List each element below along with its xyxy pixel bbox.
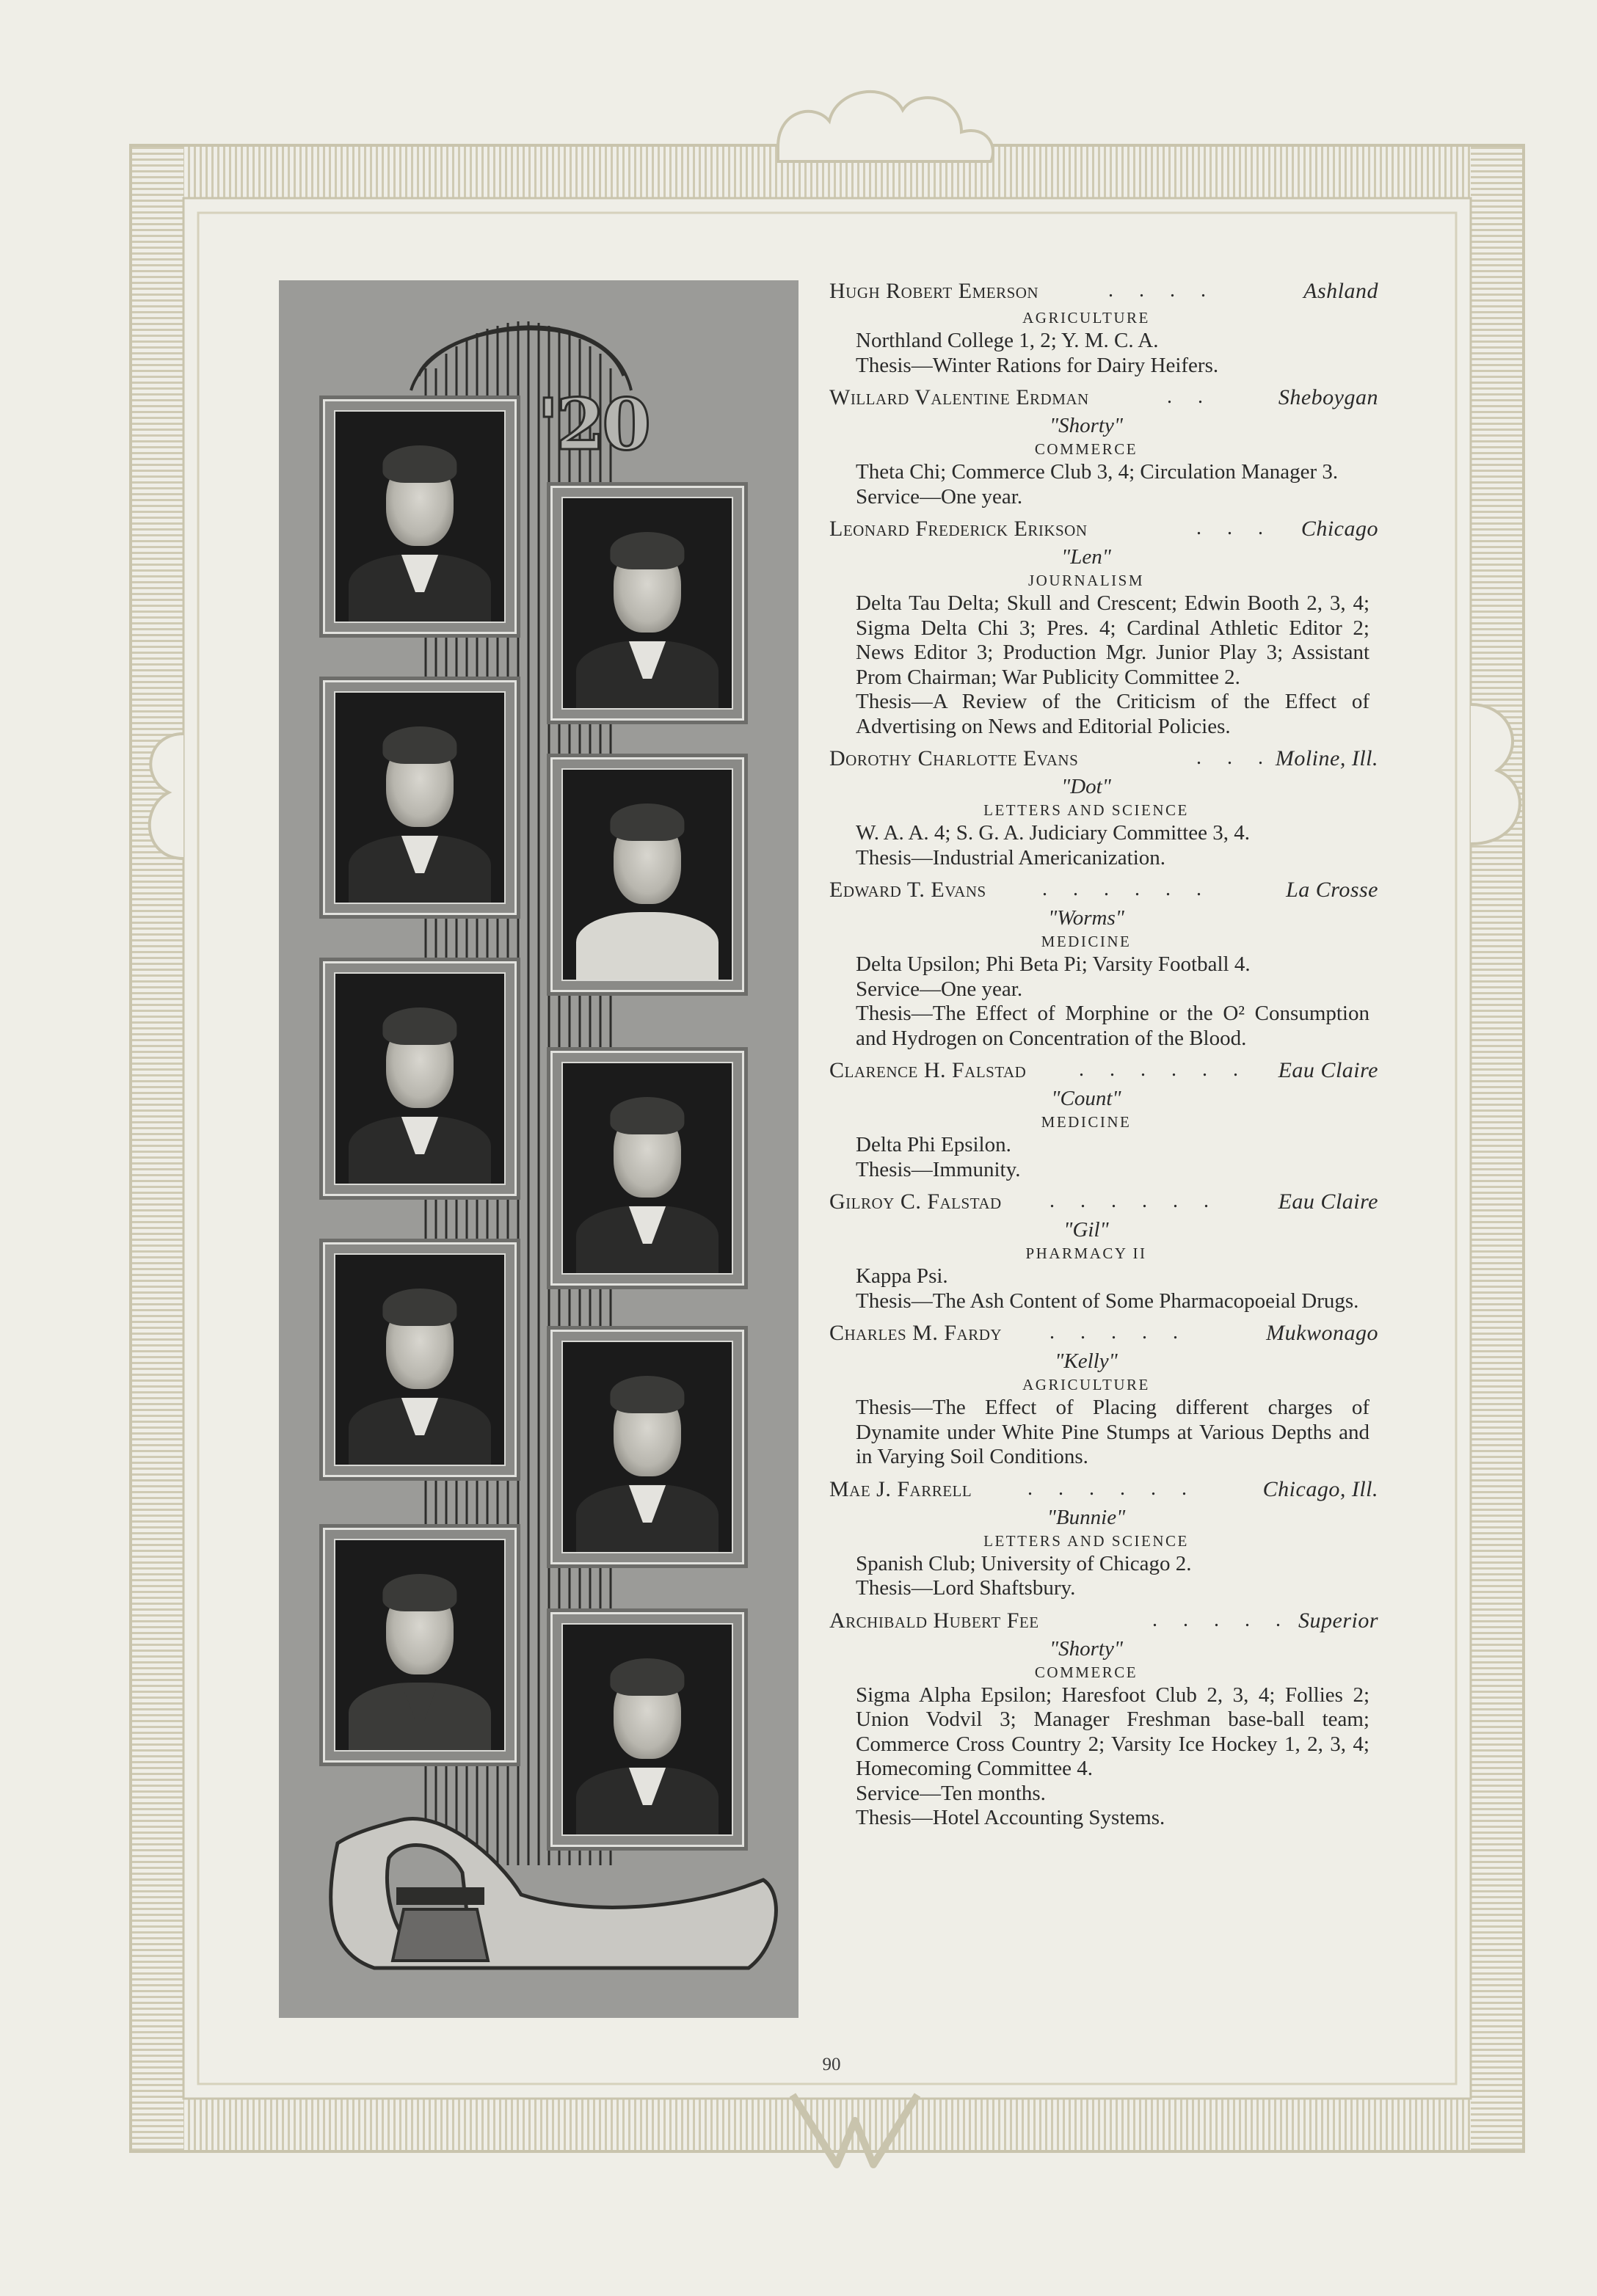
page-number: 90 — [822, 2055, 841, 2074]
nickname: "Bunnie" — [1047, 1505, 1126, 1529]
hometown: Chicago — [1300, 517, 1378, 541]
student-name: Leonard Frederick Erikson — [829, 517, 1088, 541]
portrait-clarence-falstad — [550, 1051, 744, 1286]
hometown: Chicago, Ill. — [1262, 1476, 1378, 1501]
activities: Theta Chi; Commerce Club 3, 4; Circulation Manager 3. Service—One year. — [856, 460, 1339, 509]
student-name: Archibald Hubert Fee — [829, 1608, 1039, 1633]
portrait-gilroy-falstad — [323, 1242, 517, 1477]
hometown: Superior — [1298, 1608, 1378, 1633]
entry-edward-evans: Edward T. Evans . . . . . . La Crosse "Worms" MEDICINE Delta Upsilon; Phi Beta Pi; Varsity Football 4. Service—One year. Thesis—The Effect of Morphine or the O² Consumption and Hydrogen on Concentration of the Blood. — [829, 878, 1387, 1051]
nickname: "Dot" — [1061, 775, 1111, 798]
activities: Northland College 1, 2; Y. M. C. A. Thesis—Winter Rations for Dairy Heifers. — [856, 329, 1219, 377]
department: PHARMACY II — [1025, 1244, 1147, 1262]
hometown: La Crosse — [1286, 878, 1378, 902]
student-name: Edward T. Evans — [829, 878, 986, 902]
department: LETTERS AND SCIENCE — [983, 1531, 1189, 1550]
department: AGRICULTURE — [1022, 1376, 1150, 1393]
entry-dorothy-evans: Dorothy Charlotte Evans . . . Moline, Ill. "Dot" LETTERS AND SCIENCE W. A. A. 4; S. G. A. Judiciary Committee 3, 4. Thesis—Industrial Americanization. — [829, 746, 1387, 870]
department: COMMERCE — [1034, 1663, 1138, 1681]
hometown: Mukwonago — [1266, 1321, 1378, 1345]
entry-charles-fardy: Charles M. Fardy . . . . . Mukwonago "Kelly" AGRICULTURE Thesis—The Effect of Placing different charges of Dynamite under White Pine Stumps at Various Depths and in Varying Soil Conditions. — [829, 1321, 1387, 1470]
activities: Delta Tau Delta; Skull and Crescent; Edwin Booth 2, 3, 4; Sigma Delta Chi 3; Pres. 4; Cardinal Athletic Editor 2; News Editor 3; Production Mgr. Junior Play 3; Assistant Prom Chairman; War Publicity Committee 2. Thesis—A Review of the Criticism of the Effect of Advertising on News and Editorial Policies. — [856, 591, 1369, 738]
entry-mae-farrell: Mae J. Farrell . . . . . . Chicago, Ill. "Bunnie" LETTERS AND SCIENCE Spanish Club; University of Chicago 2. Thesis—Lord Shaftsbury. — [829, 1477, 1387, 1601]
student-name: Gilroy C. Falstad — [829, 1189, 1002, 1214]
portrait-mae-farrell — [323, 1528, 517, 1763]
department: MEDICINE — [1041, 1113, 1132, 1131]
student-name: Charles M. Fardy — [829, 1321, 1003, 1345]
portrait-dorothy-evans — [550, 757, 744, 992]
hometown: Sheboygan — [1278, 385, 1378, 409]
student-name: Mae J. Farrell — [829, 1476, 972, 1501]
department: MEDICINE — [1041, 933, 1132, 950]
nickname: "Len" — [1061, 545, 1111, 569]
activities: Spanish Club; University of Chicago 2. Thesis—Lord Shaftsbury. — [856, 1551, 1192, 1600]
entry-archibald-fee: Archibald Hubert Fee . . . . . Superior "Shorty" COMMERCE Sigma Alpha Epsilon; Haresfoot Club 2, 3, 4; Follies 2; Union Vodvil 3; Manager Freshman base-ball team; Commerce Cross Country 2; Varsity Ice Hockey 1, 2, 3, 4; Homecoming Committee 4. Service—Ten months. Thesis—Hotel Accounting Systems. — [829, 1608, 1387, 1831]
student-name: Hugh Robert Emerson — [829, 279, 1039, 303]
student-name: Dorothy Charlotte Evans — [829, 746, 1079, 770]
portrait-leonard-erikson — [323, 680, 517, 915]
portrait-charles-fardy — [550, 1330, 744, 1564]
portrait-willard-erdman — [550, 486, 744, 721]
entry-clarence-falstad: Clarence H. Falstad . . . . . . Eau Claire "Count" MEDICINE Delta Phi Epsilon. Thesis—Immunity. — [829, 1058, 1387, 1182]
hometown: Ashland — [1303, 279, 1378, 303]
activities: Delta Upsilon; Phi Beta Pi; Varsity Football 4. Service—One year. Thesis—The Effect of Morphine or the O² Consumption and Hydrogen on Concentration of the Blood. — [856, 952, 1369, 1050]
year-badge: '20 — [537, 383, 648, 466]
portrait-panel — [279, 280, 798, 2018]
biography-column — [829, 279, 1387, 1838]
department: AGRICULTURE — [1022, 309, 1150, 327]
portrait-hugh-emerson — [323, 399, 517, 634]
nickname: "Shorty" — [1049, 1636, 1124, 1661]
hometown: Eau Claire — [1278, 1189, 1378, 1214]
activities: Sigma Alpha Epsilon; Haresfoot Club 2, 3, 4; Follies 2; Union Vodvil 3; Manager Freshman base-ball team; Commerce Cross Country 2; Varsity Ice Hockey 1, 2, 3, 4; Homecoming Committee 4. Service—Ten months. Thesis—Hotel Accounting Systems. — [856, 1683, 1369, 1829]
student-name: Clarence H. Falstad — [829, 1058, 1027, 1082]
hometown: Eau Claire — [1278, 1058, 1378, 1082]
nickname: "Count" — [1051, 1087, 1121, 1110]
nickname: "Kelly" — [1055, 1349, 1118, 1373]
activities: Kappa Psi. Thesis—The Ash Content of Some Pharmacopoeial Drugs. — [856, 1264, 1359, 1313]
hometown: Moline, Ill. — [1275, 746, 1378, 770]
entry-leonard-erikson: Leonard Frederick Erikson . . . Chicago "Len" JOURNALISM Delta Tau Delta; Skull and Crescent; Edwin Booth 2, 3, 4; Sigma Delta Chi 3; Pres. 4; Cardinal Athletic Editor 2; News Editor 3; Production Mgr. Junior Play 3; Assistant Prom Chairman; War Publicity Committee 2. Thesis—A Review of the Criticism of the Effect of Advertising on News and Editorial Policies. — [829, 517, 1387, 739]
nickname: "Shorty" — [1049, 414, 1124, 437]
nickname: "Worms" — [1048, 906, 1124, 930]
department: COMMERCE — [1034, 440, 1138, 458]
nickname: "Gil" — [1063, 1218, 1109, 1242]
entry-hugh-emerson: Hugh Robert Emerson . . . . Ashland AGRICULTURE Northland College 1, 2; Y. M. C. A. Thesis—Winter Rations for Dairy Heifers. — [829, 279, 1387, 378]
portrait-archibald-fee — [550, 1612, 744, 1847]
portrait-edward-evans — [323, 961, 517, 1196]
activities: Delta Phi Epsilon. Thesis—Immunity. — [856, 1133, 1021, 1181]
activities: Thesis—The Effect of Placing different charges of Dynamite under White Pine Stumps at Various Depths and in Varying Soil Conditions. — [856, 1396, 1369, 1468]
student-name: Willard Valentine Erdman — [829, 385, 1089, 409]
entry-gilroy-falstad: Gilroy C. Falstad . . . . . . Eau Claire "Gil" PHARMACY II Kappa Psi. Thesis—The Ash Content of Some Pharmacopoeial Drugs. — [829, 1189, 1387, 1313]
department: JOURNALISM — [1027, 572, 1144, 589]
entry-willard-erdman: Willard Valentine Erdman . . Sheboygan "Shorty" COMMERCE Theta Chi; Commerce Club 3, 4; Circulation Manager 3. Service—One year. — [829, 385, 1387, 509]
activities: W. A. A. 4; S. G. A. Judiciary Committee 3, 4. Thesis—Industrial Americanization. — [856, 821, 1251, 870]
department: LETTERS AND SCIENCE — [983, 801, 1189, 819]
